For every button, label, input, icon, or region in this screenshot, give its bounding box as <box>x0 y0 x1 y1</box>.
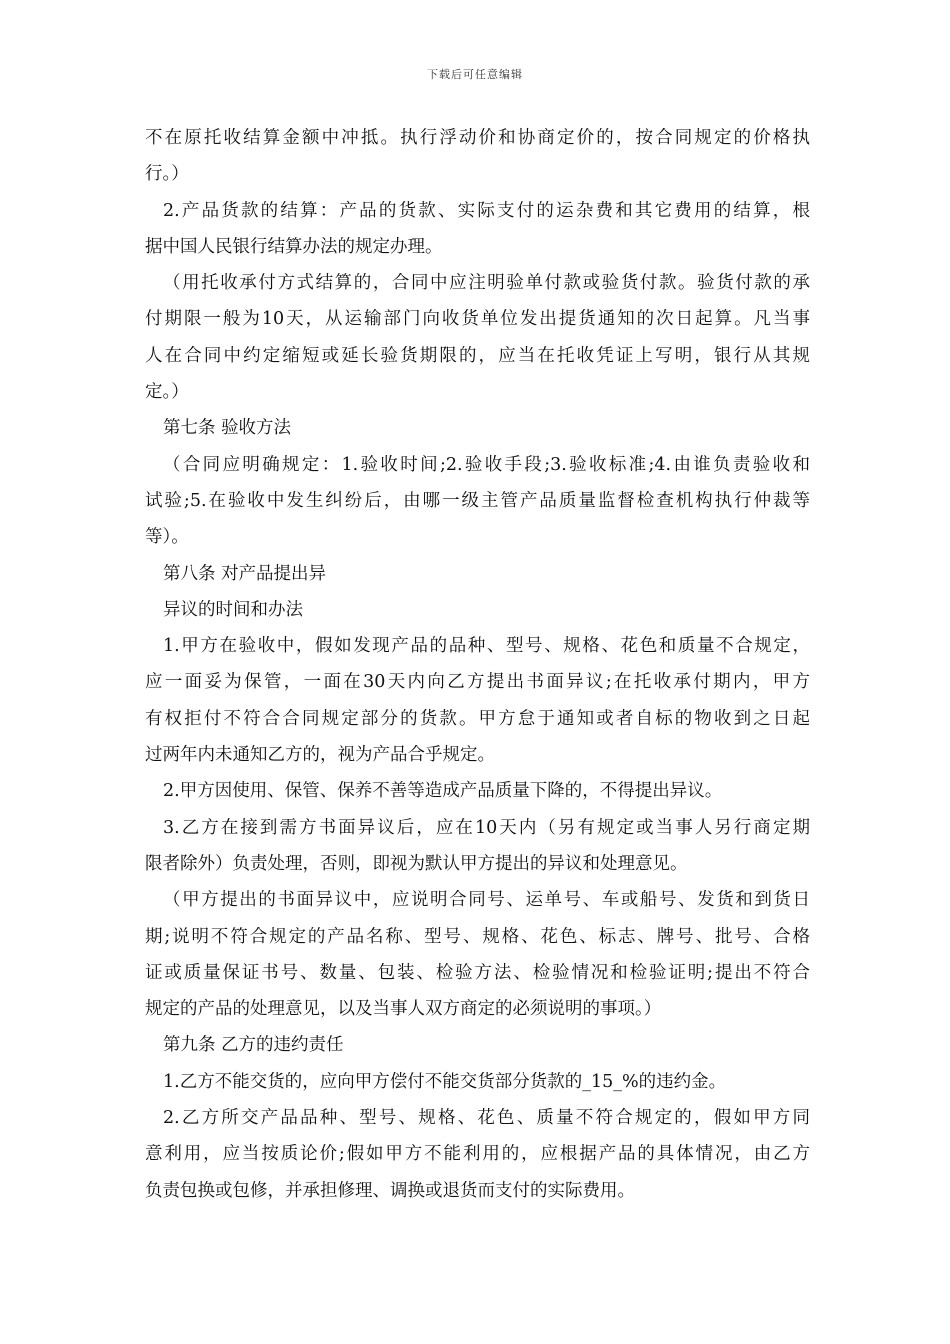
text-line: 等）。 <box>145 527 189 548</box>
page-header-note: 下载后可任意编辑 <box>427 68 523 81</box>
text-line: 2.产品货款的结算：产品的货款、实际支付的运杂费和其它费用的结算，根 <box>163 200 810 221</box>
text-line: 行。） <box>145 164 189 185</box>
text-line: （合同应明确规定：1.验收时间;2.验收手段;3.验收标准;4.由谁负责验收和 <box>163 454 810 475</box>
text-line: 1.乙方不能交货的，应向甲方偿付不能交货部分货款的_15_%的违约金。 <box>163 1071 727 1092</box>
text-line: 3.乙方在接到需方书面异议后，应在10天内（另有规定或当事人另行商定期 <box>163 817 810 838</box>
text-line: 有权拒付不符合合同规定部分的货款。甲方怠于通知或者自标的物收到之日起 <box>145 708 810 729</box>
document-body <box>145 120 810 1209</box>
text-line: （甲方提出的书面异议中，应说明合同号、运单号、车或船号、发货和到货日 <box>163 890 810 911</box>
text-line: 限者除外）负责处理，否则，即视为默认甲方提出的异议和处理意见。 <box>145 853 688 874</box>
text-line: 负责包换或包修，并承担修理、调换或退货而支付的实际费用。 <box>145 1180 635 1201</box>
text-line: 付期限一般为10天，从运输部门向收货单位发出提货通知的次日起算。凡当事 <box>145 309 810 330</box>
text-line: 意利用，应当按质论价;假如甲方不能利用的，应根据产品的具体情况，由乙方 <box>145 1144 810 1165</box>
text-line: 规定的产品的处理意见，以及当事人双方商定的必须说明的事项。） <box>145 999 662 1020</box>
text-line: 2.甲方因使用、保管、保养不善等造成产品质量下降的，不得提出异议。 <box>163 781 723 802</box>
text-line: 1.甲方在验收中，假如发现产品的品种、型号、规格、花色和质量不合规定， <box>163 636 810 657</box>
text-line: （用托收承付方式结算的，合同中应注明验单付款或验货付款。验货付款的承 <box>163 273 810 294</box>
text-line: 过两年内未通知乙方的，视为产品合乎规定。 <box>145 745 495 766</box>
text-line: 2.乙方所交产品品种、型号、规格、花色、质量不符合规定的，假如甲方同 <box>163 1108 810 1129</box>
text-line: 证或质量保证书号、数量、包装、检验方法、检验情况和检验证明;提出不符合 <box>145 962 810 983</box>
text-line: 定。） <box>145 382 189 403</box>
text-line: 人在合同中约定缩短或延长验货期限的，应当在托收凭证上写明，银行从其规 <box>145 345 810 366</box>
text-line: 期;说明不符合规定的产品名称、型号、规格、花色、标志、牌号、批号、合格 <box>145 926 810 947</box>
text-line: 异议的时间和办法 <box>163 599 303 620</box>
section-heading: 第七条 验收方法 <box>163 418 292 439</box>
text-line: 不在原托收结算金额中冲抵。执行浮动价和协商定价的，按合同规定的价格执 <box>145 128 810 148</box>
text-line: 据中国人民银行结算办法的规定办理。 <box>145 236 443 257</box>
text-line: 应一面妥为保管，一面在30天内向乙方提出书面异议;在托收承付期内，甲方 <box>145 672 810 693</box>
section-heading: 第八条 对产品提出异 <box>163 563 327 584</box>
section-heading: 第九条 乙方的违约责任 <box>163 1035 344 1056</box>
text-line: 试验;5.在验收中发生纠纷后，由哪一级主管产品质量监督检查机构执行仲裁等 <box>145 490 810 511</box>
